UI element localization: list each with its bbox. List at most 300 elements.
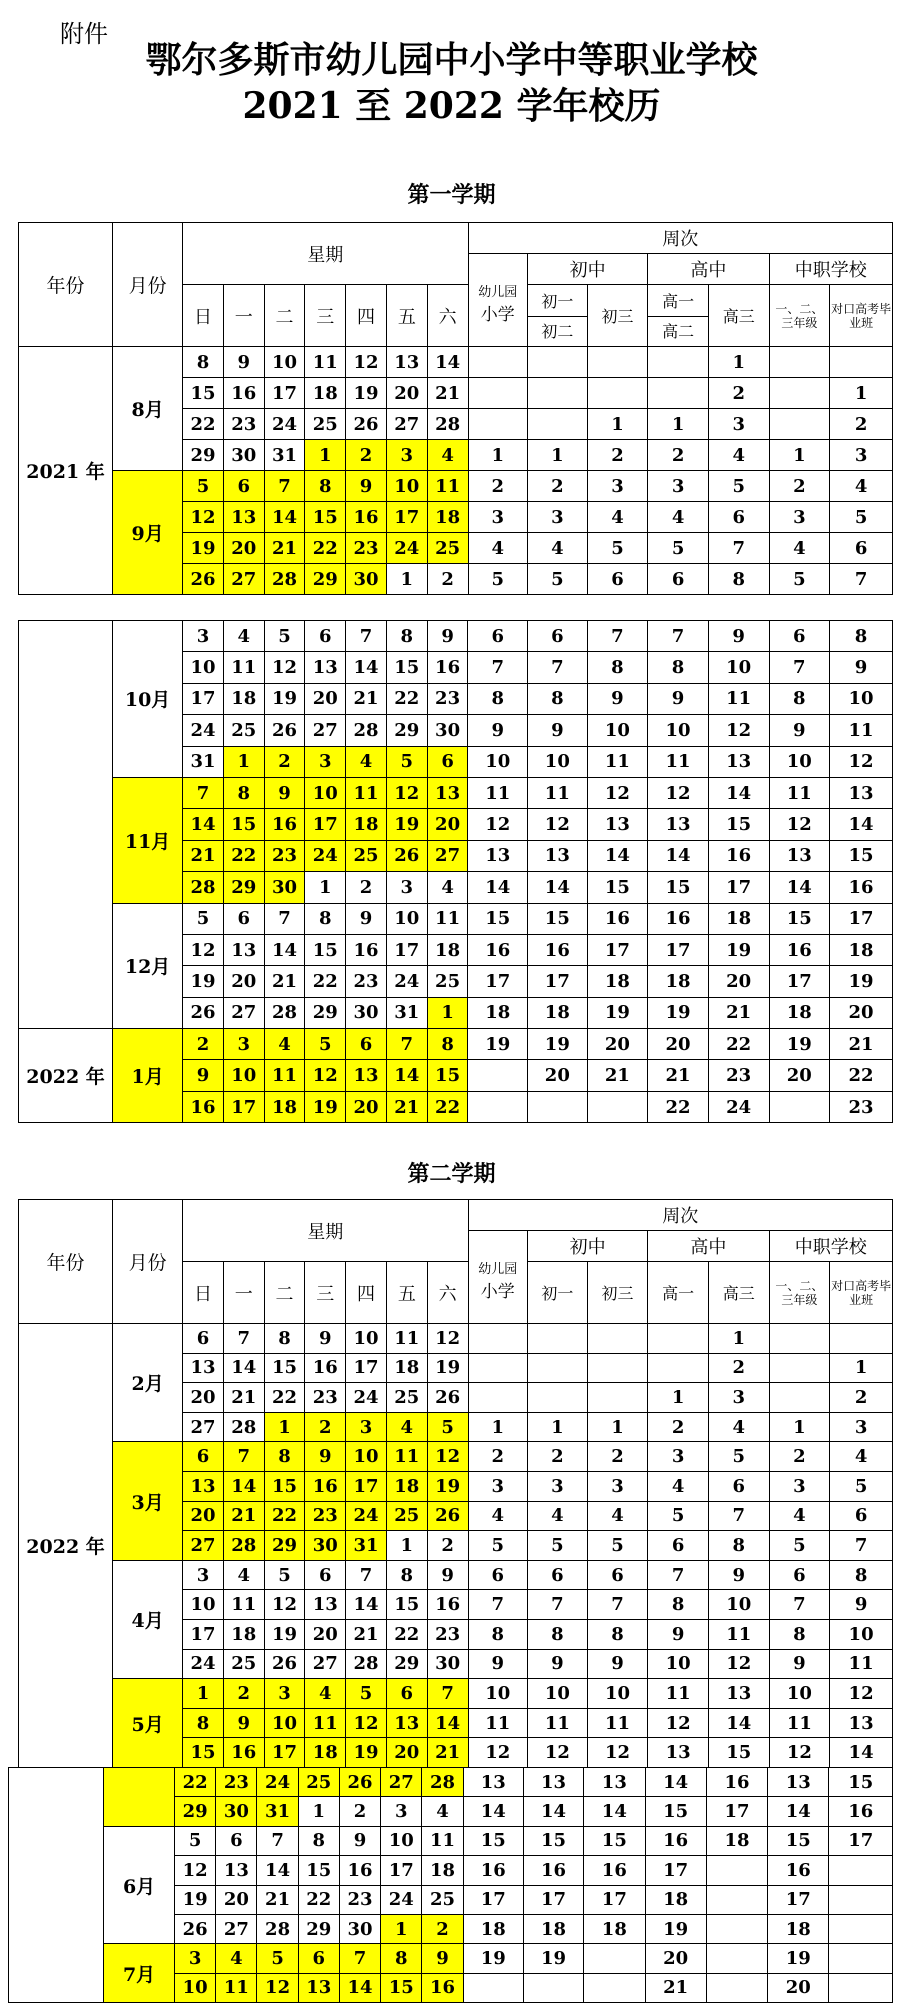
day-cell: 18 <box>386 1353 427 1383</box>
week-number-cell: 4 <box>528 533 588 564</box>
week-number-cell: 18 <box>769 997 830 1028</box>
day-cell: 16 <box>305 1471 346 1501</box>
day-cell: 9 <box>223 1708 264 1738</box>
day-cell: 23 <box>223 409 264 440</box>
week-number-cell: 5 <box>769 564 830 595</box>
week-number-cell: 5 <box>708 1442 769 1472</box>
day-cell: 6 <box>427 746 468 777</box>
day-cell: 1 <box>386 1531 427 1561</box>
day-cell: 4 <box>422 1797 463 1826</box>
week-number-cell: 6 <box>528 621 588 652</box>
week-number-cell: 3 <box>528 1471 588 1501</box>
week-number-cell: 19 <box>528 1029 588 1060</box>
week-number-cell: 21 <box>830 1029 893 1060</box>
primary-label: 小学 <box>480 305 515 325</box>
week-number-cell: 2 <box>468 1442 528 1472</box>
week-row <box>19 903 893 934</box>
week-number-cell: 13 <box>584 1768 645 1797</box>
day-cell: 27 <box>216 1914 257 1943</box>
weekday-header-4: 四 <box>346 285 387 347</box>
day-cell: 13 <box>346 1060 387 1091</box>
day-cell: 5 <box>264 1560 305 1590</box>
col-header-bottom: 高二 <box>662 322 695 342</box>
week-number-cell: 8 <box>528 683 588 714</box>
week-number-cell: 1 <box>708 1324 769 1354</box>
day-cell: 11 <box>216 1973 257 2002</box>
week-number-cell: 12 <box>648 777 709 808</box>
week-row <box>19 1442 893 1472</box>
day-cell: 22 <box>305 533 346 564</box>
week-number-cell: 3 <box>708 1383 769 1413</box>
week-number-cell <box>706 1973 767 2002</box>
week-number-cell: 1 <box>769 440 830 471</box>
week-number-cell: 1 <box>468 440 528 471</box>
week-number-cell <box>468 1353 528 1383</box>
week-number-cell: 17 <box>523 1885 583 1914</box>
week-row <box>9 1944 893 1973</box>
weekday-header-2: 二 <box>264 1262 305 1324</box>
week-number-cell: 14 <box>708 1708 769 1738</box>
week-number-cell: 7 <box>708 1501 769 1531</box>
day-cell: 21 <box>427 1738 468 1768</box>
day-cell: 30 <box>346 997 387 1028</box>
attachment-label: 附件 <box>60 20 108 48</box>
day-cell: 18 <box>305 378 346 409</box>
week-number-cell: 16 <box>829 1797 893 1826</box>
day-cell: 24 <box>183 1649 224 1679</box>
week-number-cell: 13 <box>648 809 709 840</box>
week-number-cell: 16 <box>830 872 893 903</box>
semester-2-title: 第二学期 <box>407 1161 496 1187</box>
week-number-cell <box>769 1324 830 1354</box>
week-number-cell: 10 <box>587 1679 648 1709</box>
day-cell: 16 <box>305 1353 346 1383</box>
day-cell: 11 <box>305 1708 346 1738</box>
day-cell: 25 <box>427 533 468 564</box>
week-number-cell: 7 <box>708 533 769 564</box>
week-number-cell <box>769 347 830 378</box>
week-number-cell: 13 <box>468 840 528 871</box>
kindergarten-primary-header <box>468 254 528 347</box>
day-cell: 24 <box>386 966 427 997</box>
week-number-cell: 11 <box>468 777 528 808</box>
day-cell: 29 <box>305 997 346 1028</box>
week-number-cell: 6 <box>528 1560 588 1590</box>
week-row <box>9 1826 893 1855</box>
day-cell: 19 <box>183 533 224 564</box>
day-cell: 1 <box>427 997 468 1028</box>
day-cell: 4 <box>427 440 468 471</box>
semester-1-title: 第一学期 <box>407 182 496 208</box>
week-number-cell: 18 <box>768 1914 829 1943</box>
vocational-group-header: 中职学校 <box>769 1231 892 1262</box>
week-number-cell: 7 <box>648 621 709 652</box>
day-cell: 26 <box>346 409 387 440</box>
week-number-cell: 15 <box>769 903 830 934</box>
day-cell: 4 <box>427 872 468 903</box>
week-number-cell <box>528 378 588 409</box>
day-cell: 8 <box>427 1029 468 1060</box>
week-number-cell: 22 <box>830 1060 893 1091</box>
week-number-cell: 12 <box>528 1738 588 1768</box>
week-number-cell: 4 <box>587 502 648 533</box>
day-cell: 13 <box>386 347 427 378</box>
week-number-cell: 4 <box>830 1442 893 1472</box>
week-number-cell: 6 <box>708 502 769 533</box>
week-number-cell: 16 <box>463 1856 523 1885</box>
week-number-cell: 10 <box>528 1679 588 1709</box>
week-number-cell: 5 <box>648 1501 709 1531</box>
day-cell: 31 <box>386 997 427 1028</box>
week-number-cell: 4 <box>468 533 528 564</box>
month-cell: 2月 <box>113 1324 183 1442</box>
week-group-header: 周次 <box>468 1200 893 1231</box>
week-number-cell: 13 <box>708 746 769 777</box>
week-number-cell <box>468 378 528 409</box>
week-number-cell: 20 <box>830 997 893 1028</box>
day-cell: 29 <box>264 1531 305 1561</box>
calendar-table-t22 <box>8 1767 893 2003</box>
weekday-group-header: 星期 <box>183 1200 468 1262</box>
week-number-cell: 20 <box>769 1060 830 1091</box>
week-number-cell: 1 <box>528 1412 588 1442</box>
day-cell: 27 <box>305 1649 346 1679</box>
col-header-top: 初一 <box>528 285 587 317</box>
day-cell: 17 <box>305 809 346 840</box>
month-cell: 9月 <box>113 471 183 595</box>
week-number-cell: 3 <box>830 440 893 471</box>
day-cell: 5 <box>427 1412 468 1442</box>
week-number-cell: 16 <box>468 934 528 965</box>
week-number-cell <box>468 347 528 378</box>
day-cell: 23 <box>339 1885 380 1914</box>
day-cell: 7 <box>264 471 305 502</box>
day-cell: 18 <box>305 1738 346 1768</box>
week-number-cell <box>648 347 709 378</box>
day-cell: 24 <box>305 840 346 871</box>
day-cell: 8 <box>183 1708 224 1738</box>
week-number-cell: 6 <box>769 621 830 652</box>
week-number-cell: 15 <box>708 1738 769 1768</box>
day-cell: 1 <box>264 1412 305 1442</box>
week-number-cell: 10 <box>528 746 588 777</box>
day-cell: 13 <box>305 1590 346 1620</box>
week-number-cell: 7 <box>587 621 648 652</box>
week-number-cell: 16 <box>769 934 830 965</box>
day-cell: 18 <box>422 1856 463 1885</box>
week-number-cell: 3 <box>648 471 709 502</box>
week-number-cell: 11 <box>830 1649 893 1679</box>
week-number-cell: 17 <box>829 1826 893 1855</box>
week-number-cell: 11 <box>468 1708 528 1738</box>
day-cell: 5 <box>183 903 224 934</box>
week-row <box>19 1679 893 1709</box>
day-cell: 30 <box>427 715 468 746</box>
week-number-cell: 11 <box>587 1708 648 1738</box>
week-number-cell: 6 <box>587 1560 648 1590</box>
week-number-cell: 12 <box>528 809 588 840</box>
day-cell: 2 <box>427 1531 468 1561</box>
week-number-cell: 3 <box>708 409 769 440</box>
day-cell: 12 <box>305 1060 346 1091</box>
week-number-cell: 8 <box>830 1560 893 1590</box>
week-number-cell <box>587 347 648 378</box>
week-number-cell <box>648 378 709 409</box>
week-number-cell: 9 <box>708 1560 769 1590</box>
day-cell: 10 <box>183 1590 224 1620</box>
day-cell: 10 <box>264 347 305 378</box>
day-cell: 14 <box>346 652 387 683</box>
week-number-cell <box>830 1324 893 1354</box>
vocational-col-header-0: 一、二、三年级 <box>769 285 830 347</box>
weekday-header-0: 日 <box>183 285 224 347</box>
day-cell: 17 <box>183 1619 224 1649</box>
week-number-cell <box>769 409 830 440</box>
week-number-cell: 18 <box>523 1914 583 1943</box>
week-number-cell: 4 <box>528 1501 588 1531</box>
day-cell: 16 <box>346 502 387 533</box>
day-cell: 9 <box>183 1060 224 1091</box>
week-number-cell: 11 <box>769 777 830 808</box>
day-cell: 4 <box>223 1560 264 1590</box>
week-number-cell: 11 <box>708 683 769 714</box>
day-cell: 3 <box>223 1029 264 1060</box>
day-cell: 6 <box>305 621 346 652</box>
weekday-group-header: 星期 <box>183 223 468 285</box>
week-number-cell <box>769 1383 830 1413</box>
day-cell: 10 <box>381 1826 422 1855</box>
week-number-cell <box>523 1973 583 2002</box>
week-number-cell <box>706 1856 767 1885</box>
year-cell: 2022 年 <box>19 1324 113 1768</box>
week-number-cell: 18 <box>708 903 769 934</box>
week-number-cell <box>587 378 648 409</box>
week-number-cell: 2 <box>769 1442 830 1472</box>
week-number-cell: 20 <box>708 966 769 997</box>
week-number-cell: 5 <box>769 1531 830 1561</box>
day-cell: 8 <box>183 347 224 378</box>
day-cell: 10 <box>223 1060 264 1091</box>
day-cell: 28 <box>223 1531 264 1561</box>
week-number-cell: 14 <box>523 1797 583 1826</box>
month-cell: 12月 <box>113 903 183 1029</box>
week-number-cell <box>468 1060 528 1091</box>
day-cell: 24 <box>257 1768 298 1797</box>
day-cell: 29 <box>175 1797 216 1826</box>
week-number-cell: 3 <box>587 471 648 502</box>
day-cell: 11 <box>223 1590 264 1620</box>
week-number-cell: 11 <box>648 746 709 777</box>
day-cell: 21 <box>183 840 224 871</box>
day-cell: 2 <box>305 1412 346 1442</box>
week-number-cell: 5 <box>468 564 528 595</box>
day-cell: 25 <box>223 1649 264 1679</box>
day-cell: 6 <box>216 1826 257 1855</box>
week-number-cell: 5 <box>587 1531 648 1561</box>
day-cell: 11 <box>223 652 264 683</box>
weekday-header-0: 日 <box>183 1262 224 1324</box>
week-number-cell: 3 <box>769 502 830 533</box>
day-cell: 22 <box>386 1619 427 1649</box>
week-number-cell: 14 <box>648 840 709 871</box>
week-number-cell: 10 <box>587 715 648 746</box>
day-cell: 15 <box>183 1738 224 1768</box>
day-cell: 17 <box>346 1353 387 1383</box>
week-number-cell: 2 <box>587 440 648 471</box>
day-cell: 11 <box>346 777 387 808</box>
day-cell: 30 <box>216 1797 257 1826</box>
week-number-cell: 15 <box>587 872 648 903</box>
junior-col-header-0: 初一 <box>528 1262 588 1324</box>
week-row <box>19 1324 893 1354</box>
week-number-cell: 4 <box>769 533 830 564</box>
day-cell: 18 <box>264 1091 305 1122</box>
day-cell: 17 <box>183 683 224 714</box>
week-number-cell: 12 <box>708 715 769 746</box>
day-cell: 25 <box>298 1768 339 1797</box>
day-cell: 8 <box>264 1324 305 1354</box>
week-number-cell: 3 <box>830 1412 893 1442</box>
weekday-header-3: 三 <box>305 1262 346 1324</box>
day-cell: 12 <box>427 1442 468 1472</box>
week-number-cell: 1 <box>830 1353 893 1383</box>
day-cell: 1 <box>298 1797 339 1826</box>
week-number-cell: 6 <box>648 564 709 595</box>
day-cell: 8 <box>223 777 264 808</box>
day-cell: 2 <box>427 564 468 595</box>
week-number-cell <box>528 347 588 378</box>
week-number-cell: 11 <box>528 1708 588 1738</box>
day-cell: 7 <box>223 1442 264 1472</box>
day-cell: 19 <box>183 966 224 997</box>
weekday-header-1: 一 <box>223 1262 264 1324</box>
day-cell: 24 <box>264 409 305 440</box>
day-cell: 26 <box>183 997 224 1028</box>
week-number-cell: 4 <box>708 1412 769 1442</box>
day-cell: 11 <box>422 1826 463 1855</box>
week-number-cell <box>468 1383 528 1413</box>
day-cell: 28 <box>264 997 305 1028</box>
day-cell: 14 <box>183 809 224 840</box>
day-cell: 16 <box>427 652 468 683</box>
junior-group-header: 初中 <box>528 1231 648 1262</box>
year-cell <box>19 621 113 1029</box>
day-cell: 17 <box>264 378 305 409</box>
week-number-cell: 1 <box>528 440 588 471</box>
day-cell: 20 <box>223 533 264 564</box>
weekday-header-6: 六 <box>427 1262 468 1324</box>
week-number-cell: 19 <box>769 1029 830 1060</box>
week-number-cell <box>829 1973 893 2002</box>
week-number-cell: 16 <box>523 1856 583 1885</box>
day-cell: 5 <box>183 471 224 502</box>
day-cell: 10 <box>386 903 427 934</box>
week-number-cell: 8 <box>468 683 528 714</box>
week-number-cell: 7 <box>830 564 893 595</box>
day-cell: 18 <box>386 1471 427 1501</box>
day-cell: 16 <box>264 809 305 840</box>
day-cell: 4 <box>346 746 387 777</box>
day-cell: 22 <box>175 1768 216 1797</box>
day-cell: 17 <box>264 1738 305 1768</box>
day-cell: 23 <box>305 1501 346 1531</box>
day-cell: 13 <box>427 777 468 808</box>
day-cell: 15 <box>264 1353 305 1383</box>
day-cell: 22 <box>223 840 264 871</box>
day-cell: 1 <box>386 564 427 595</box>
day-cell: 6 <box>346 1029 387 1060</box>
day-cell: 23 <box>264 840 305 871</box>
week-number-cell: 12 <box>830 746 893 777</box>
week-number-cell: 9 <box>708 621 769 652</box>
week-row <box>19 1560 893 1590</box>
day-cell: 14 <box>386 1060 427 1091</box>
junior-group-header: 初中 <box>528 254 648 285</box>
day-cell: 14 <box>257 1856 298 1885</box>
day-cell: 26 <box>183 564 224 595</box>
day-cell: 7 <box>346 1560 387 1590</box>
week-number-cell: 16 <box>584 1856 645 1885</box>
week-number-cell: 15 <box>463 1826 523 1855</box>
day-cell: 3 <box>386 440 427 471</box>
week-number-cell: 13 <box>587 809 648 840</box>
day-cell: 15 <box>264 1471 305 1501</box>
senior-col-header-0 <box>648 285 709 347</box>
day-cell: 9 <box>305 1442 346 1472</box>
week-number-cell: 2 <box>648 1412 709 1442</box>
day-cell: 30 <box>223 440 264 471</box>
week-number-cell: 8 <box>648 652 709 683</box>
day-cell: 28 <box>264 564 305 595</box>
week-number-cell: 6 <box>830 533 893 564</box>
day-cell: 23 <box>305 1383 346 1413</box>
week-number-cell: 7 <box>468 1590 528 1620</box>
week-number-cell: 12 <box>769 809 830 840</box>
day-cell: 27 <box>223 564 264 595</box>
day-cell: 2 <box>183 1029 224 1060</box>
day-cell: 23 <box>427 1619 468 1649</box>
month-cell: 10月 <box>113 621 183 778</box>
week-number-cell: 2 <box>708 1353 769 1383</box>
day-cell: 21 <box>223 1383 264 1413</box>
week-row <box>19 777 893 808</box>
day-cell: 18 <box>427 934 468 965</box>
week-number-cell <box>587 1324 648 1354</box>
day-cell: 1 <box>183 1679 224 1709</box>
kindergarten-primary-header <box>468 1231 528 1324</box>
week-number-cell <box>584 1973 645 2002</box>
week-number-cell: 13 <box>528 840 588 871</box>
week-number-cell: 14 <box>830 1738 893 1768</box>
day-cell: 23 <box>216 1768 257 1797</box>
week-number-cell: 8 <box>648 1590 709 1620</box>
day-cell: 17 <box>346 1471 387 1501</box>
week-number-cell: 3 <box>468 502 528 533</box>
week-number-cell: 5 <box>528 564 588 595</box>
week-number-cell: 21 <box>645 1973 706 2002</box>
day-cell: 29 <box>386 715 427 746</box>
day-cell: 15 <box>305 934 346 965</box>
day-cell: 7 <box>427 1679 468 1709</box>
week-number-cell: 19 <box>768 1944 829 1973</box>
day-cell: 5 <box>257 1944 298 1973</box>
week-number-cell: 10 <box>468 1679 528 1709</box>
day-cell: 24 <box>386 533 427 564</box>
month-cell: 7月 <box>104 1944 175 2003</box>
day-cell: 29 <box>386 1649 427 1679</box>
week-number-cell: 2 <box>587 1442 648 1472</box>
week-number-cell: 9 <box>648 683 709 714</box>
